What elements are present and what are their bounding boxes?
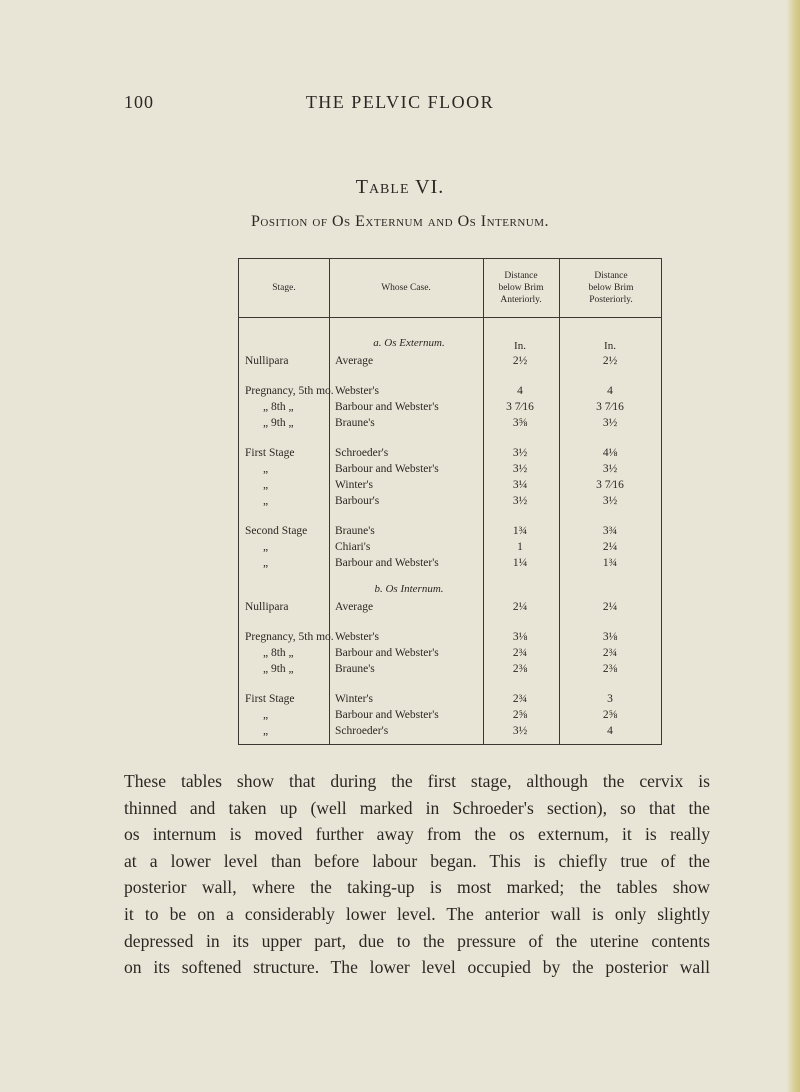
table-row: „ Barbour's 3½ 3½ bbox=[263, 495, 618, 507]
table-row: „ 8th „ Barbour and Webster's 3 7⁄16 3 7⁄16 bbox=[263, 401, 624, 413]
body-line: it to be on a considerably lower level. The anterior wall is only slightly bbox=[124, 903, 710, 924]
table-row: „ Barbour and Webster's 3½ 3½ bbox=[263, 463, 618, 475]
table-row: Nullipara Average 2¼ 2¼ bbox=[245, 601, 618, 613]
running-head bbox=[0, 92, 800, 116]
unit-posterior: In. bbox=[604, 340, 616, 352]
section-title-row bbox=[239, 335, 663, 351]
table-row: First Stage Winter's 2¾ 3 bbox=[245, 693, 613, 705]
table-row: „ Barbour and Webster's 1¼ 1¾ bbox=[263, 557, 618, 569]
unit-anterior: In. bbox=[514, 340, 526, 352]
table-caption: Position of Os Externum and Os Internum. bbox=[250, 213, 549, 230]
header-posterior: Distance below Brim Posteriorly. bbox=[588, 271, 634, 305]
table-row: Second Stage Braune's 1¾ 3¾ bbox=[245, 525, 618, 537]
section-title-externum: a. Os Externum. bbox=[373, 337, 445, 349]
table-label: Table VI. bbox=[355, 176, 445, 198]
body-line: thinned and taken up (well marked in Schroeder's section), so that the bbox=[124, 797, 710, 818]
table-row: „ Chiari's 1 2¼ bbox=[263, 541, 618, 553]
table-row: „ Winter's 3¼ 3 7⁄16 bbox=[263, 479, 624, 491]
page-number: 100 bbox=[124, 92, 154, 112]
table-row: „ Schroeder's 3½ 4 bbox=[263, 725, 613, 737]
table-row: First Stage Schroeder's 3½ 4⅛ bbox=[245, 447, 618, 459]
table-row: „ 9th „ Braune's 3⅝ 3½ bbox=[263, 417, 618, 429]
table-row: „ 8th „ Barbour and Webster's 2¾ 2¾ bbox=[263, 647, 618, 659]
table-row: „ 9th „ Braune's 2⅜ 2⅜ bbox=[263, 663, 618, 675]
body-line: posterior wall, where the taking-up is most marked; the tables show bbox=[124, 877, 710, 898]
section-title-row bbox=[239, 581, 663, 597]
table-row: Nullipara Average 2½ 2½ bbox=[245, 355, 618, 367]
data-table bbox=[238, 258, 662, 745]
running-title: THE PELVIC FLOOR bbox=[305, 92, 495, 112]
body-paragraph bbox=[124, 768, 710, 981]
body-line: on its softened structure. The lower level occupied by the posterior wall bbox=[124, 957, 710, 978]
body-line: These tables show that during the first stage, although the cervix is bbox=[124, 771, 710, 791]
header-whose-case: Whose Case. bbox=[381, 283, 431, 293]
body-line: os internum is moved further away from the os externum, it is really bbox=[124, 824, 710, 845]
body-line: depressed in its upper part, due to the pressure of the uterine contents bbox=[124, 930, 710, 951]
table-row: „ Barbour and Webster's 2⅝ 2⅝ bbox=[263, 709, 618, 721]
body-line: at a lower level than before labour began. This is chiefly true of the bbox=[124, 850, 710, 871]
section-title-internum: b. Os Internum. bbox=[374, 583, 444, 595]
page-edge bbox=[786, 0, 800, 1092]
header-anterior: Distance below Brim Anteriorly. bbox=[498, 271, 544, 305]
header-divider bbox=[239, 317, 661, 318]
table-row: Pregnancy, 5th mo. Webster's 3⅛ 3⅛ bbox=[245, 631, 618, 643]
table-row: Pregnancy, 5th mo. Webster's 4 4 bbox=[245, 385, 613, 397]
header-stage: Stage. bbox=[272, 283, 296, 293]
